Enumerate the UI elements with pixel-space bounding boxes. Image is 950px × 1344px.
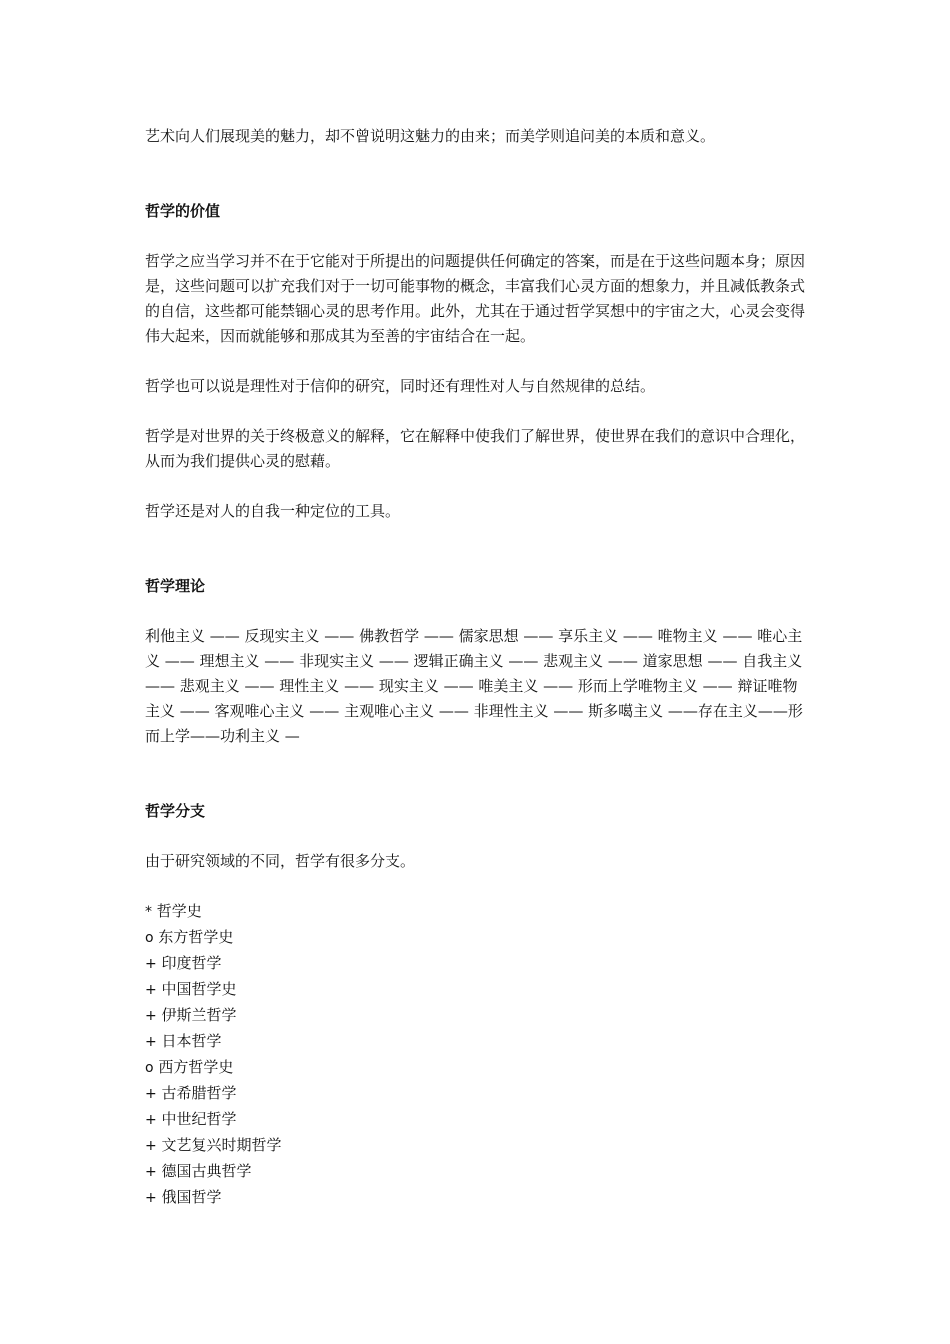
list-item-text: 文艺复兴时期哲学 — [161, 1136, 282, 1154]
list-bullet: + — [145, 1190, 157, 1206]
section-heading-value: 哲学的价值 — [145, 202, 221, 220]
branches-intro-paragraph: 由于研究领域的不同，哲学有很多分支。 — [145, 852, 416, 870]
list-bullet: + — [145, 1008, 157, 1024]
list-item-text: 东方哲学史 — [158, 928, 234, 946]
value-paragraph-3: 哲学是对世界的关于终极意义的解释，它在解释中使我们了解世界，使世界在我们的意识中合理化，从而为我们提供心灵的慰藉。 — [145, 427, 806, 470]
document-page — [145, 124, 810, 1211]
list-item — [145, 1185, 810, 1211]
section-heading-theory: 哲学理论 — [145, 577, 206, 595]
list-item — [145, 1133, 810, 1159]
list-item-text: 俄国哲学 — [161, 1188, 222, 1206]
list-item-text: 德国古典哲学 — [161, 1162, 252, 1180]
list-item — [145, 899, 810, 925]
list-item-text: 日本哲学 — [161, 1032, 222, 1050]
list-item-text: 西方哲学史 — [158, 1058, 234, 1076]
list-bullet: + — [145, 956, 157, 972]
list-bullet: + — [145, 982, 157, 998]
list-item — [145, 1003, 810, 1029]
list-item-text: 中世纪哲学 — [161, 1110, 237, 1128]
section-heading-branches: 哲学分支 — [145, 802, 206, 820]
section-branches — [145, 799, 810, 1211]
branch-list — [145, 899, 810, 1211]
list-bullet: + — [145, 1138, 157, 1154]
list-item — [145, 1081, 810, 1107]
list-item — [145, 1029, 810, 1055]
list-item-text: 中国哲学史 — [161, 980, 237, 998]
list-bullet: * — [145, 904, 152, 920]
list-bullet: + — [145, 1086, 157, 1102]
list-item — [145, 1159, 810, 1185]
value-paragraph-1: 哲学之应当学习并不在于它能对于所提出的问题提供任何确定的答案，而是在于这些问题本身；原因是，这些问题可以扩充我们对于一切可能事物的概念，丰富我们心灵方面的想象力，并且减低教条式的自信，这些都可能禁锢心灵的思考作用。此外，尤其在于通过哲学冥想中的宇宙之大，心灵会变得伟大起来，因而就能够和那成其为至善的宇宙结合在一起。 — [145, 252, 806, 345]
list-item — [145, 951, 810, 977]
value-paragraph-4: 哲学还是对人的自我一种定位的工具。 — [145, 502, 401, 520]
list-bullet: + — [145, 1112, 157, 1128]
list-item-text: 印度哲学 — [161, 954, 222, 972]
list-item — [145, 977, 810, 1003]
section-value — [145, 199, 810, 524]
list-bullet: + — [145, 1034, 157, 1050]
theory-list-paragraph: 利他主义 —— 反现实主义 —— 佛教哲学 —— 儒家思想 —— 享乐主义 —— 唯物主义 —— 唯心主义 —— 理想主义 —— 非现实主义 —— 逻辑正确主义 —— 悲观主义 —— 道家思想 —— 自我主义 —— 悲观主义 —— 理性主义 —— 现实主义 —— 唯美主义 —— 形而上学唯物主义 —— 辩证唯物主义 —— 客观唯心主义 —— 主观唯心主义 —— 非理性主义 —— 斯多噶主义 ——存在主义——形而上学——功利主义 — — [145, 627, 803, 745]
list-bullet: o — [145, 1060, 154, 1076]
list-item-text: 古希腊哲学 — [161, 1084, 237, 1102]
section-theory — [145, 574, 810, 749]
list-item — [145, 925, 810, 951]
list-item — [145, 1055, 810, 1081]
value-paragraph-2: 哲学也可以说是理性对于信仰的研究，同时还有理性对人与自然规律的总结。 — [145, 377, 656, 395]
intro-paragraph: 艺术向人们展现美的魅力，却不曾说明这魅力的由来；而美学则追问美的本质和意义。 — [145, 127, 716, 145]
list-item-text: 伊斯兰哲学 — [161, 1006, 237, 1024]
list-item — [145, 1107, 810, 1133]
list-bullet: + — [145, 1164, 157, 1180]
list-bullet: o — [145, 930, 154, 946]
list-item-text: 哲学史 — [156, 902, 202, 920]
